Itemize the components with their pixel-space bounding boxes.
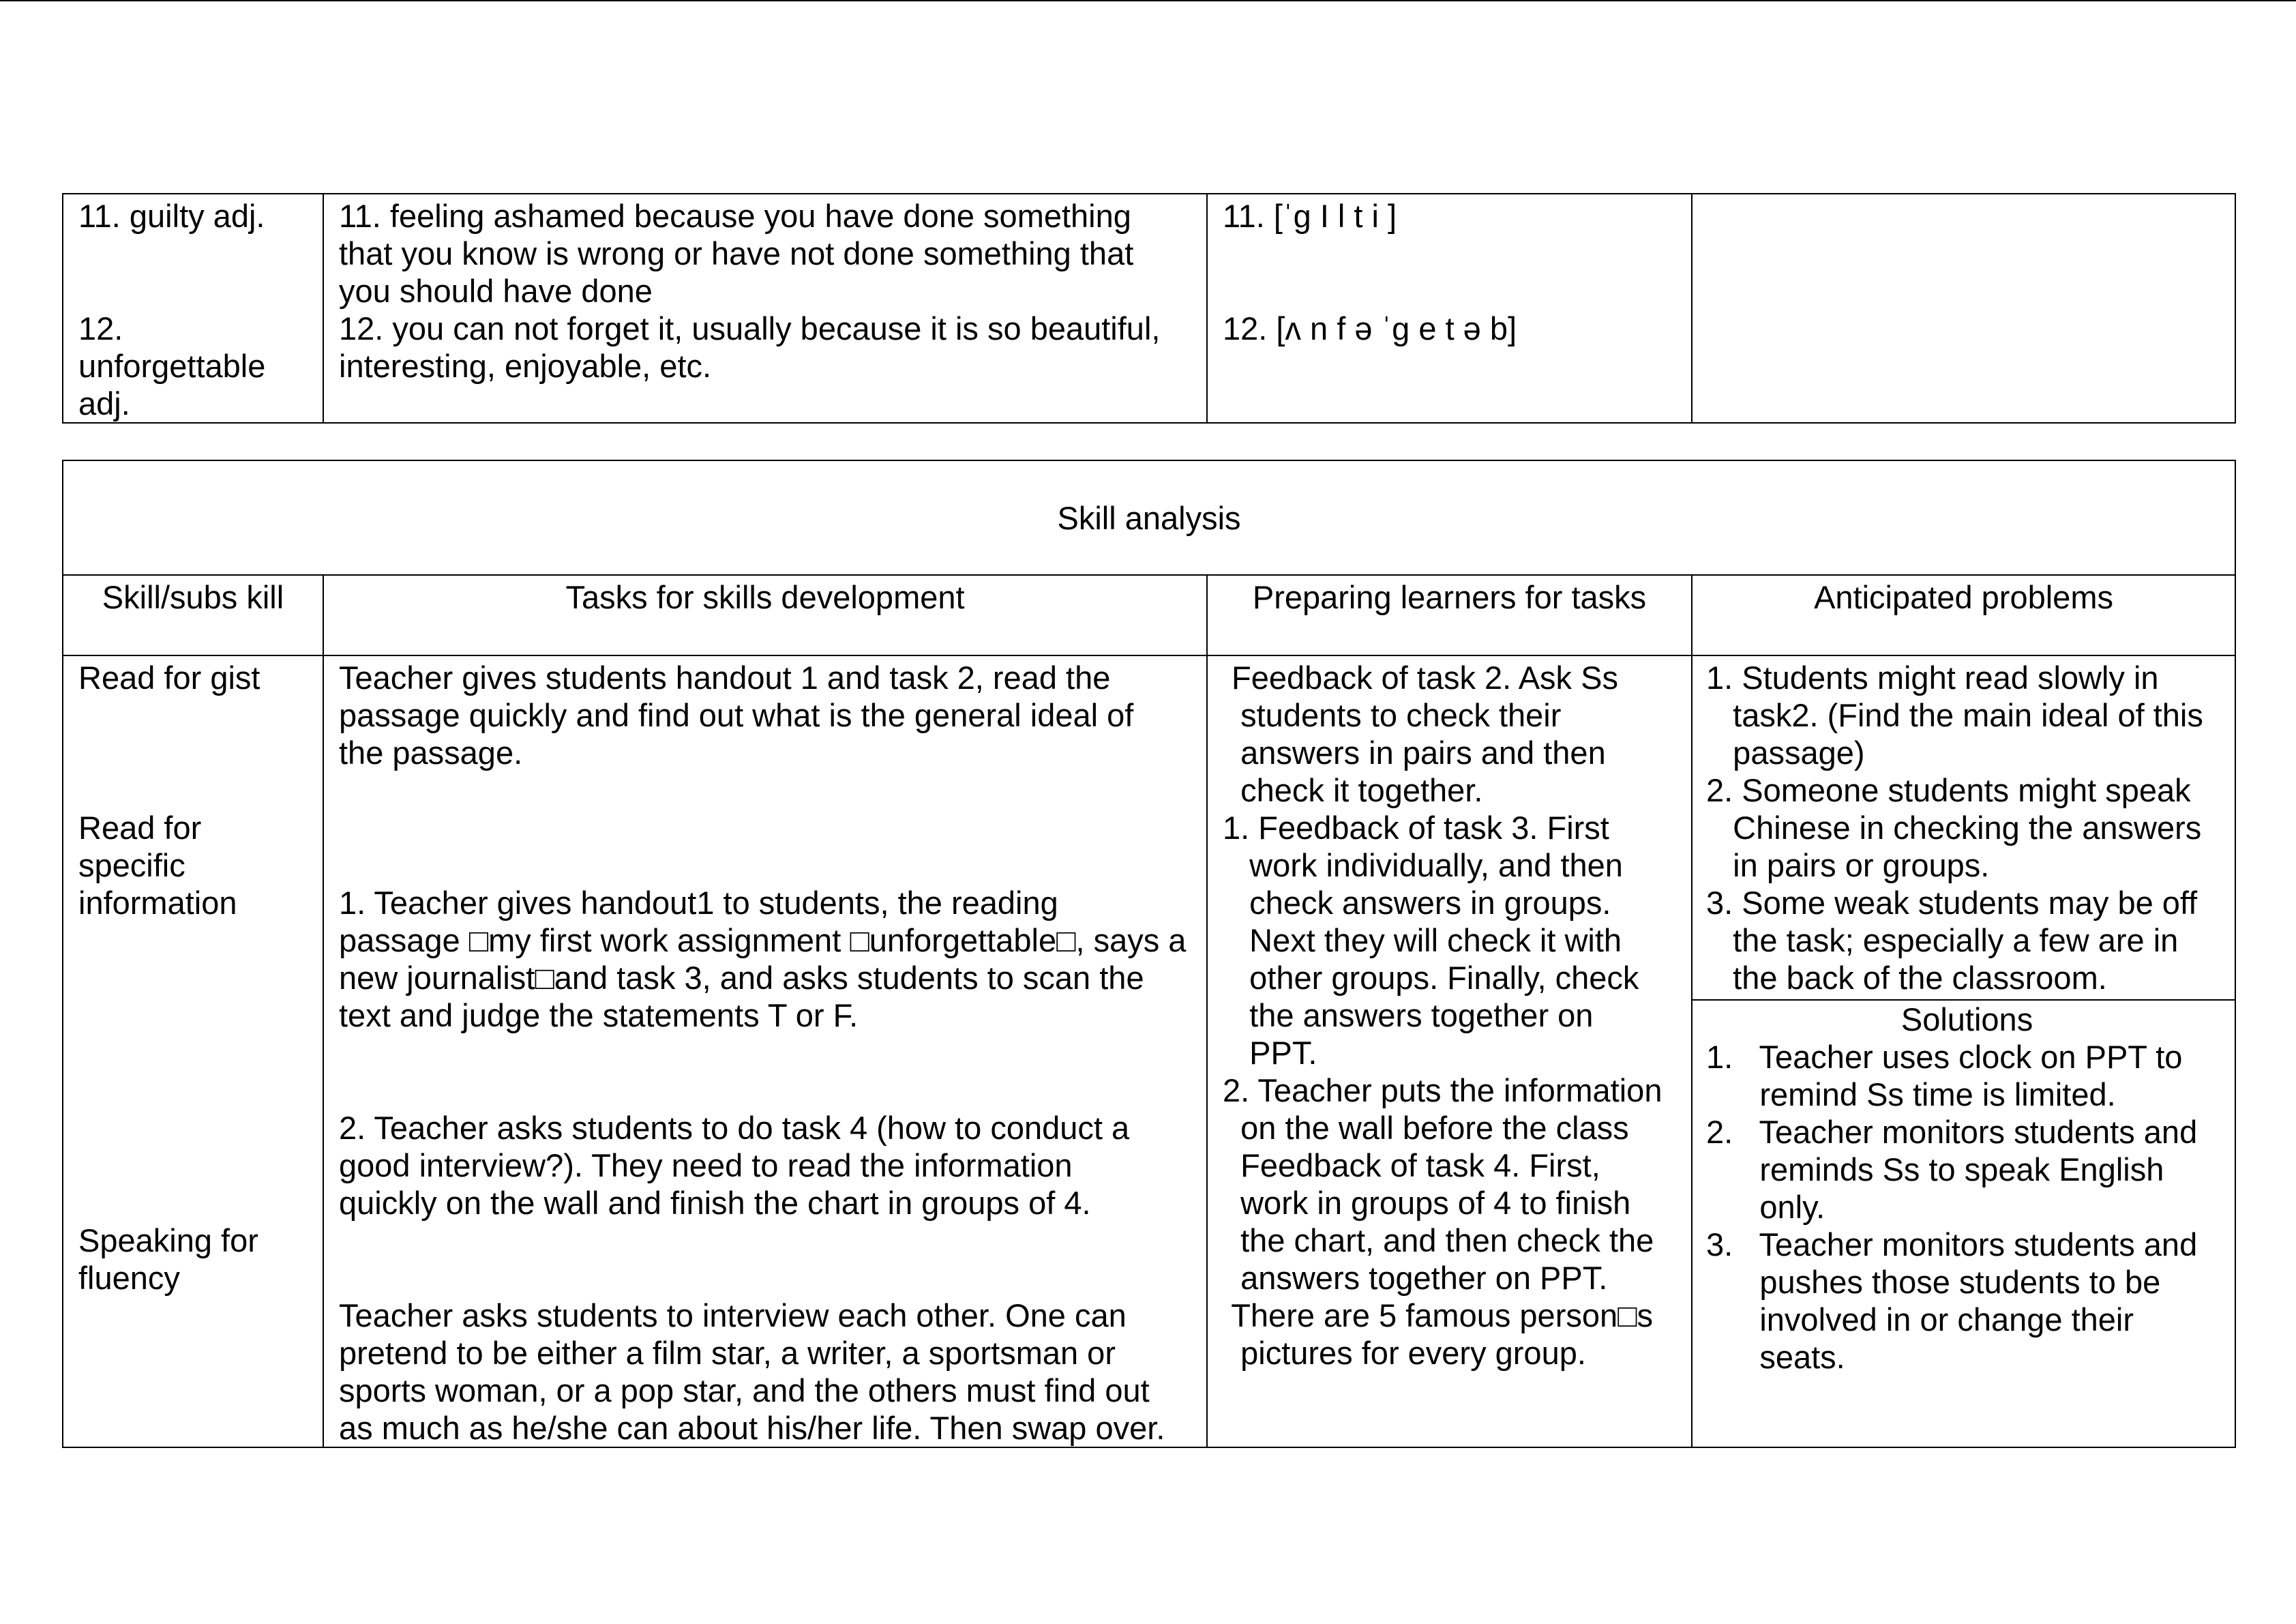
tasks-cell bbox=[323, 655, 1207, 1447]
word-cell bbox=[63, 194, 323, 423]
prep-line: the chart, and then check the bbox=[1223, 1222, 1654, 1258]
prep-line: Feedback of task 2. Ask Ss bbox=[1223, 660, 1618, 696]
problems-cell bbox=[1692, 655, 2235, 1447]
skill-cell bbox=[63, 655, 323, 1447]
task-speaking-3: sports woman, or a pop star, and the others must find out bbox=[339, 1372, 1150, 1408]
def-12-line1: 12. you can not forget it, usually because it is so beautiful, bbox=[339, 310, 1161, 346]
task-speaking-2: pretend to be either a film star, a writer, a sportsman or bbox=[339, 1335, 1116, 1371]
task-gist-1: Teacher gives students handout 1 and task 2, read the bbox=[339, 660, 1111, 696]
prep-line: PPT. bbox=[1223, 1035, 1317, 1071]
solution-line: 3. Teacher monitors students and bbox=[1706, 1226, 2198, 1263]
problem-line: 2. Someone students might speak bbox=[1706, 772, 2191, 808]
solution-line: only. bbox=[1706, 1189, 1825, 1225]
task-specific1-2: passage □my first work assignment □unforgettable□, says a bbox=[339, 922, 1187, 958]
def-11-line1: 11. feeling ashamed because you have done something bbox=[339, 198, 1131, 234]
prep-line: Feedback of task 4. First, bbox=[1223, 1147, 1600, 1183]
solution-line: 1. Teacher uses clock on PPT to bbox=[1706, 1039, 2183, 1075]
phon-11: 11. [ˈg I l t i ] bbox=[1223, 198, 1397, 234]
header-problems: Anticipated problems bbox=[1692, 575, 2235, 655]
table-row bbox=[63, 655, 2235, 1447]
problem-line: passage) bbox=[1706, 735, 1865, 771]
solution-line: reminds Ss to speak English bbox=[1706, 1151, 2164, 1187]
task-speaking-4: as much as he/she can about his/her life. Then swap over. bbox=[339, 1410, 1165, 1446]
word-12-line1: 12. bbox=[78, 310, 123, 346]
phonetic-cell bbox=[1207, 194, 1692, 423]
solution-line: pushes those students to be bbox=[1706, 1264, 2161, 1300]
table-title: Skill analysis bbox=[63, 460, 2235, 575]
prep-line: on the wall before the class bbox=[1223, 1110, 1629, 1146]
problem-line: 3. Some weak students may be off bbox=[1706, 885, 2198, 921]
phon-12: 12. [ʌ n f ə ˈg e t ə b] bbox=[1223, 310, 1517, 346]
task-specific1-1: 1. Teacher gives handout1 to students, the reading bbox=[339, 885, 1058, 921]
anticipated-problems-list bbox=[1693, 656, 2235, 1001]
prep-line: other groups. Finally, check bbox=[1223, 960, 1639, 996]
solution-line: remind Ss time is limited. bbox=[1706, 1076, 2116, 1112]
task-gist-3: the passage. bbox=[339, 735, 523, 771]
problem-line: 1. Students might read slowly in bbox=[1706, 660, 2159, 696]
prep-line: check it together. bbox=[1223, 772, 1483, 808]
task-specific2-2: good interview?). They need to read the information bbox=[339, 1147, 1073, 1183]
problem-line: the back of the classroom. bbox=[1706, 960, 2107, 996]
prep-line: 2. Teacher puts the information bbox=[1223, 1072, 1663, 1108]
task-specific2-3: quickly on the wall and finish the chart in groups of 4. bbox=[339, 1185, 1091, 1221]
task-speaking-1: Teacher asks students to interview each other. One can bbox=[339, 1297, 1127, 1333]
extra-cell bbox=[1692, 194, 2235, 423]
table-row bbox=[63, 194, 2235, 423]
skill-speaking-1: Speaking for bbox=[78, 1222, 258, 1258]
prep-line: the answers together on bbox=[1223, 997, 1594, 1033]
skill-analysis-table bbox=[62, 460, 2236, 1448]
prep-line: work individually, and then bbox=[1223, 847, 1623, 883]
task-gist-2: passage quickly and find out what is the general ideal of bbox=[339, 697, 1134, 733]
problem-line: in pairs or groups. bbox=[1706, 847, 1990, 883]
prep-line: work in groups of 4 to finish bbox=[1223, 1185, 1631, 1221]
solutions-list bbox=[1693, 1001, 2235, 1376]
header-row bbox=[63, 575, 2235, 655]
header-skill: Skill/subs kill bbox=[63, 575, 323, 655]
prep-line: Next they will check it with bbox=[1223, 922, 1622, 958]
skill-specific-3: information bbox=[78, 885, 237, 921]
def-12-line2: interesting, enjoyable, etc. bbox=[339, 348, 712, 384]
solution-line: seats. bbox=[1706, 1339, 1845, 1375]
problem-line: task2. (Find the main ideal of this bbox=[1706, 697, 2203, 733]
word-11: 11. guilty adj. bbox=[78, 198, 265, 234]
preparing-cell bbox=[1207, 655, 1692, 1447]
definition-cell bbox=[323, 194, 1207, 423]
vocabulary-table bbox=[62, 193, 2236, 424]
problem-line: the task; especially a few are in bbox=[1706, 922, 2179, 958]
def-11-line2: that you know is wrong or have not done something that bbox=[339, 235, 1134, 271]
skill-specific-1: Read for bbox=[78, 810, 202, 846]
skill-specific-2: specific bbox=[78, 847, 185, 883]
solution-line: involved in or change their bbox=[1706, 1301, 2134, 1338]
prep-line: pictures for every group. bbox=[1223, 1335, 1586, 1371]
def-11-line3: you should have done bbox=[339, 273, 653, 309]
title-row bbox=[63, 460, 2235, 575]
solution-line: 2. Teacher monitors students and bbox=[1706, 1114, 2198, 1150]
prep-line: 1. Feedback of task 3. First bbox=[1223, 810, 1609, 846]
skill-speaking-2: fluency bbox=[78, 1260, 180, 1296]
header-tasks: Tasks for skills development bbox=[323, 575, 1207, 655]
task-specific1-4: text and judge the statements T or F. bbox=[339, 997, 859, 1033]
prep-line: There are 5 famous person□s bbox=[1223, 1297, 1654, 1333]
prep-line: students to check their bbox=[1223, 697, 1562, 733]
prep-line: check answers in groups. bbox=[1223, 885, 1611, 921]
header-preparing: Preparing learners for tasks bbox=[1207, 575, 1692, 655]
prep-line: answers together on PPT. bbox=[1223, 1260, 1608, 1296]
solutions-title: Solutions bbox=[1900, 1001, 2033, 1037]
skill-gist: Read for gist bbox=[78, 660, 260, 696]
word-12-line2: unforgettable bbox=[78, 348, 266, 384]
problem-line: Chinese in checking the answers bbox=[1706, 810, 2202, 846]
task-specific1-3: new journalist□and task 3, and asks students to scan the bbox=[339, 960, 1144, 996]
task-specific2-1: 2. Teacher asks students to do task 4 (how to conduct a bbox=[339, 1110, 1130, 1146]
page-top-border bbox=[0, 0, 2296, 1]
prep-line: answers in pairs and then bbox=[1223, 735, 1606, 771]
word-12-line3: adj. bbox=[78, 385, 130, 422]
